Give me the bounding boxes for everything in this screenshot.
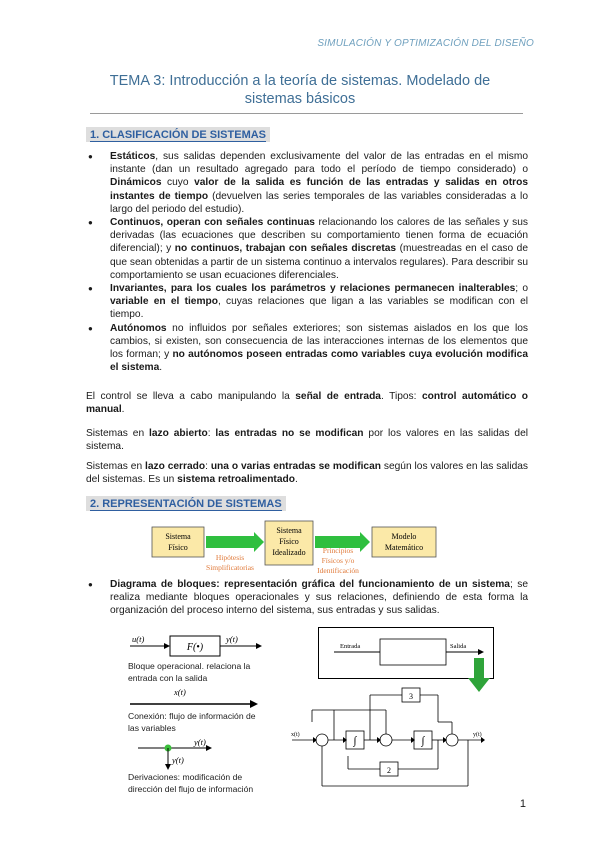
paragraph-control: El control se lleva a cabo manipulando la señal de entrada. Tipos: control automático o manual. [86,391,529,416]
section-heading-1: 1. CLASIFICACIÓN DE SISTEMAS [86,127,270,142]
flow-box2-line1: Sistema [276,526,302,535]
block-output-label: y(t) [473,732,482,738]
flow-arrow-1 [206,532,264,552]
legend-u-label: u(t) [132,634,145,644]
legend-f-label: F(•) [186,642,204,653]
flow-arrow1-line2: Simplificatorias [206,563,254,572]
title-line-1: TEMA 3: Introducción a la teoría de sistemas. Modelado de [109,73,491,89]
summing-junction-1 [316,734,328,746]
integrator2-symbol: ∫ [421,735,425,747]
page-number: 1 [519,798,526,810]
list-item-static: ● Estáticos, sus salidas dependen exclusivamente del valor de las entradas en el mismo instante (dan un resultado agregado para todo el período de tiempo considerado) o Dinámicos cuyo valor de la salida es función de las entradas y salidas en otros instantes de tiempo (devuelven las series temporales de las variables consideradas a lo largo del periodo del estudio). [86,150,528,216]
feedback-block-diagram [288,686,498,796]
title-line-2: sistemas básicos [244,91,356,107]
legend-derivation [126,736,276,772]
flow-box2-line3: Idealizado [272,548,306,557]
flow-arrow2-line3: Identificación [317,566,359,575]
block-input-label: x(t) [291,732,300,738]
summing-junction-2 [380,734,392,746]
flow-box1-line1: Sistema [165,532,191,541]
classification-list [86,150,528,374]
flow-box1-line2: Físico [168,543,188,552]
flow-box2-line2: Físico [279,537,299,546]
title-divider [90,113,523,114]
page-title [80,72,520,108]
list-item-continuous: ● Continuos, operan con señales continuas relacionando los calores de las señales y sus derivadas (las ecuaciones que describen su comportamiento tienen forma de ecuación diferencial); y no continuos, trabajan con señales discretas (muestreadas en el caso de que sean obtenidas a partir de un sistema continuo a intervalos regulares). Para describir su comportamiento se usan ecuaciones diferenciales. [86,216,528,282]
caption-derivation: Derivaciones: modificación de dirección del flujo de información [128,772,254,794]
legend-y-label: y(t) [226,634,238,644]
list-item-autonomous: ● Autónomos no influidos por señales exteriores; son sistemas aislados en los que los cambios, si existen, son consecuencia de las interacciones internas de los elementos que los forman; y no autónomos poseen entradas como variables cuya evolución modifica el sistema. [86,322,528,375]
flow-arrow1-line1: Hipótesis [215,553,245,562]
integrator1-symbol: ∫ [353,735,357,747]
legend-x-label: x(t) [174,687,186,697]
running-header: SIMULACIÓN Y OPTIMIZACIÓN DEL DISEÑO [317,38,534,49]
paragraph-open-loop: Sistemas en lazo abierto: las entradas no se modifican por los valores en las salidas del sistema. [86,428,529,453]
summing-junction-3 [446,734,458,746]
flow-box3-line1: Modelo [391,532,417,541]
list-item-invariant: ● Invariantes, para los cuales los parámetros y relaciones permanecen inalterables; o variable en el tiempo, cuyas relaciones que ligan a las variables se modifican con el tiempo. [86,282,528,322]
list-item-block-diagram: ● Diagrama de bloques: representación gráfica del funcionamiento de un sistema; se realiza mediante bloques operacionales y sus relaciones, definiendo de esta forma la organización del proceso interno del sistema, sus entradas y sus salidas. [86,578,528,618]
flow-box3-line2: Matemático [384,543,424,552]
caption-connection: Conexión: flujo de información de las variables [128,711,256,733]
legend-y2-label: y(t) [172,755,184,765]
paragraph-closed-loop: Sistemas en lazo cerrado: una o varias entradas se modifican según los valores en las salidas del sistemas. Es un sistema retroalimentado. [86,461,529,486]
gain2-label: 2 [387,766,391,775]
salida-label: Salida [450,643,467,650]
legend-y1-label: y(t) [194,737,206,747]
legend-operational-block [126,632,276,660]
legend-connection [126,686,276,710]
system-box [380,639,446,665]
flow-arrow2-line2: Físicos y/o [321,556,355,565]
gain3-label: 3 [409,692,413,701]
modeling-flow-diagram [150,520,450,578]
entrada-label: Entrada [340,643,361,650]
flow-arrow2-line1: Principios [322,546,354,555]
section-heading-2: 2. REPRESENTACIÓN DE SISTEMAS [86,496,286,511]
caption-operational-block: Bloque operacional. relaciona la entrada con la salida [128,661,251,683]
diagram-bullet-list [86,578,528,618]
